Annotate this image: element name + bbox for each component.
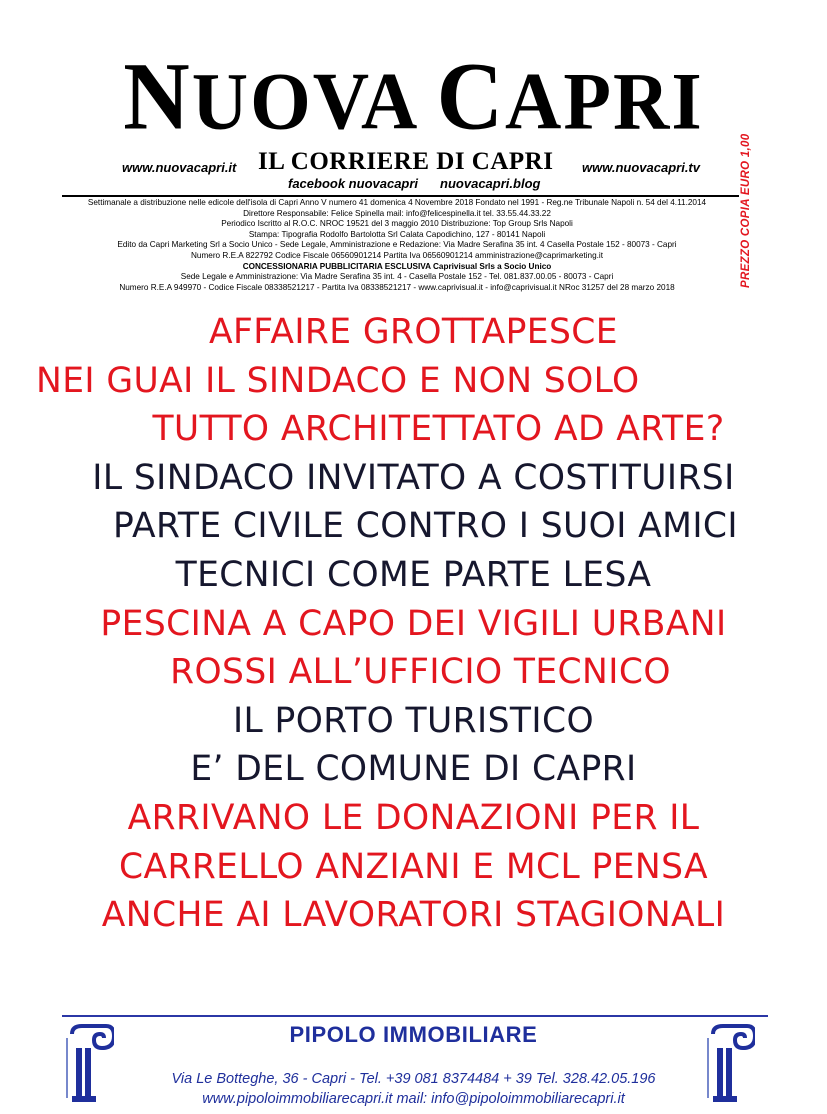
advertiser-brand: PIPOLO IMMOBILIARE <box>289 1022 538 1047</box>
credit-line: Edito da Capri Marketing Srl a Socio Unico - Sede Legale, Amministrazione e Redazione: Via Madre Serafina 35 int. 4 Casella Postale 152 - 80073 - Capri <box>117 240 677 250</box>
headline: IL SINDACO INVITATO A COSTITUIRSI <box>92 457 735 498</box>
credit-line: Sede Legale e Amministrazione: Via Madre Serafina 35 int. 4 - Casella Postale 152 - Tel. 081.837.00.05 - 80073 - Capri <box>180 272 614 282</box>
newspaper-subtitle: IL CORRIERE DI CAPRI <box>258 148 554 175</box>
headline: TECNICI COME PARTE LESA <box>175 554 652 595</box>
footer-divider <box>62 1015 768 1017</box>
credit-line: Numero R.E.A 822792 Codice Fiscale 06560901214 Partita Iva 06560901214 amministrazione@caprimarketing.it <box>190 250 603 260</box>
headline: NEI GUAI IL SINDACO E NON SOLO <box>36 360 640 401</box>
credit-line: CONCESSIONARIA PUBBLICITARIA ESCLUSIVA Caprivisual Srls a Socio Unico <box>242 261 552 271</box>
headline: ANCHE AI LAVORATORI STAGIONALI <box>101 895 726 936</box>
credit-line: Stampa: Tipografia Rodolfo Bartolotta Srl Calata Capodichino, 127 - 80141 Napoli <box>248 229 546 239</box>
newspaper-title <box>0 42 827 150</box>
headline: ARRIVANO LE DONAZIONI PER IL <box>127 797 700 838</box>
facebook-link[interactable]: facebook nuovacapri <box>288 176 419 191</box>
price-label: PREZZO COPIA EURO 1,00 <box>740 133 752 288</box>
headline: PARTE CIVILE CONTRO I SUOI AMICI <box>113 506 738 547</box>
title-initial-1: N <box>123 42 192 150</box>
blog-link[interactable]: nuovacapri.blog <box>440 176 541 191</box>
headline: TUTTO ARCHITETTATO AD ARTE? <box>152 409 725 450</box>
headline: E’ DEL COMUNE DI CAPRI <box>190 749 637 790</box>
title-rest-2: APRI <box>505 55 704 147</box>
title-initial-2: C <box>436 42 506 150</box>
advertiser-web-mail[interactable]: www.pipoloimmobiliarecapri.it mail: info@pipoloimmobiliarecapri.it <box>202 1091 625 1107</box>
headline: IL PORTO TURISTICO <box>232 700 595 741</box>
masthead-divider <box>62 195 739 197</box>
website-right-link[interactable]: www.nuovacapri.tv <box>582 160 700 175</box>
advertiser-address: Via Le Botteghe, 36 - Capri - Tel. +39 081 8374484 + 39 Tel. 328.42.05.196 <box>171 1071 656 1087</box>
headline: AFFAIRE GROTTAPESCE <box>209 312 618 352</box>
credit-line: Numero R.E.A 949970 - Codice Fiscale 08338521217 - Partita Iva 08338521217 - www.caprivisual.it - info@caprivisual.it NRoc 31257 del 28 marzo 2018 <box>119 282 675 292</box>
website-left-link[interactable]: www.nuovacapri.it <box>122 160 237 175</box>
credit-line: Direttore Responsabile: Felice Spinella mail: info@felicespinella.it tel. 33.55.44.33.22 <box>243 208 551 218</box>
headline: CARRELLO ANZIANI E MCL PENSA <box>118 846 709 887</box>
headline: ROSSI ALL’UFFICIO TECNICO <box>170 652 671 693</box>
credit-line: Settimanale a distribuzione nelle edicole dell'isola di Capri Anno V numero 41 domenica 4 Novembre 2018 Fondato nel 1991 - Reg.ne Tribunale Napoli n. 54 del 4.11.2014 <box>87 198 707 207</box>
editorial-credits <box>52 198 742 293</box>
title-rest-1: UOVA <box>191 55 416 147</box>
headline-block <box>0 308 827 940</box>
headline: PESCINA A CAPO DEI VIGILI URBANI <box>100 603 727 644</box>
credit-line: Periodico Iscritto al R.O.C. NROC 19521 del 3 maggio 2010 Distribuzione: Top Group Srls Napoli <box>221 219 573 229</box>
masthead <box>0 42 827 150</box>
social-row <box>288 176 562 191</box>
